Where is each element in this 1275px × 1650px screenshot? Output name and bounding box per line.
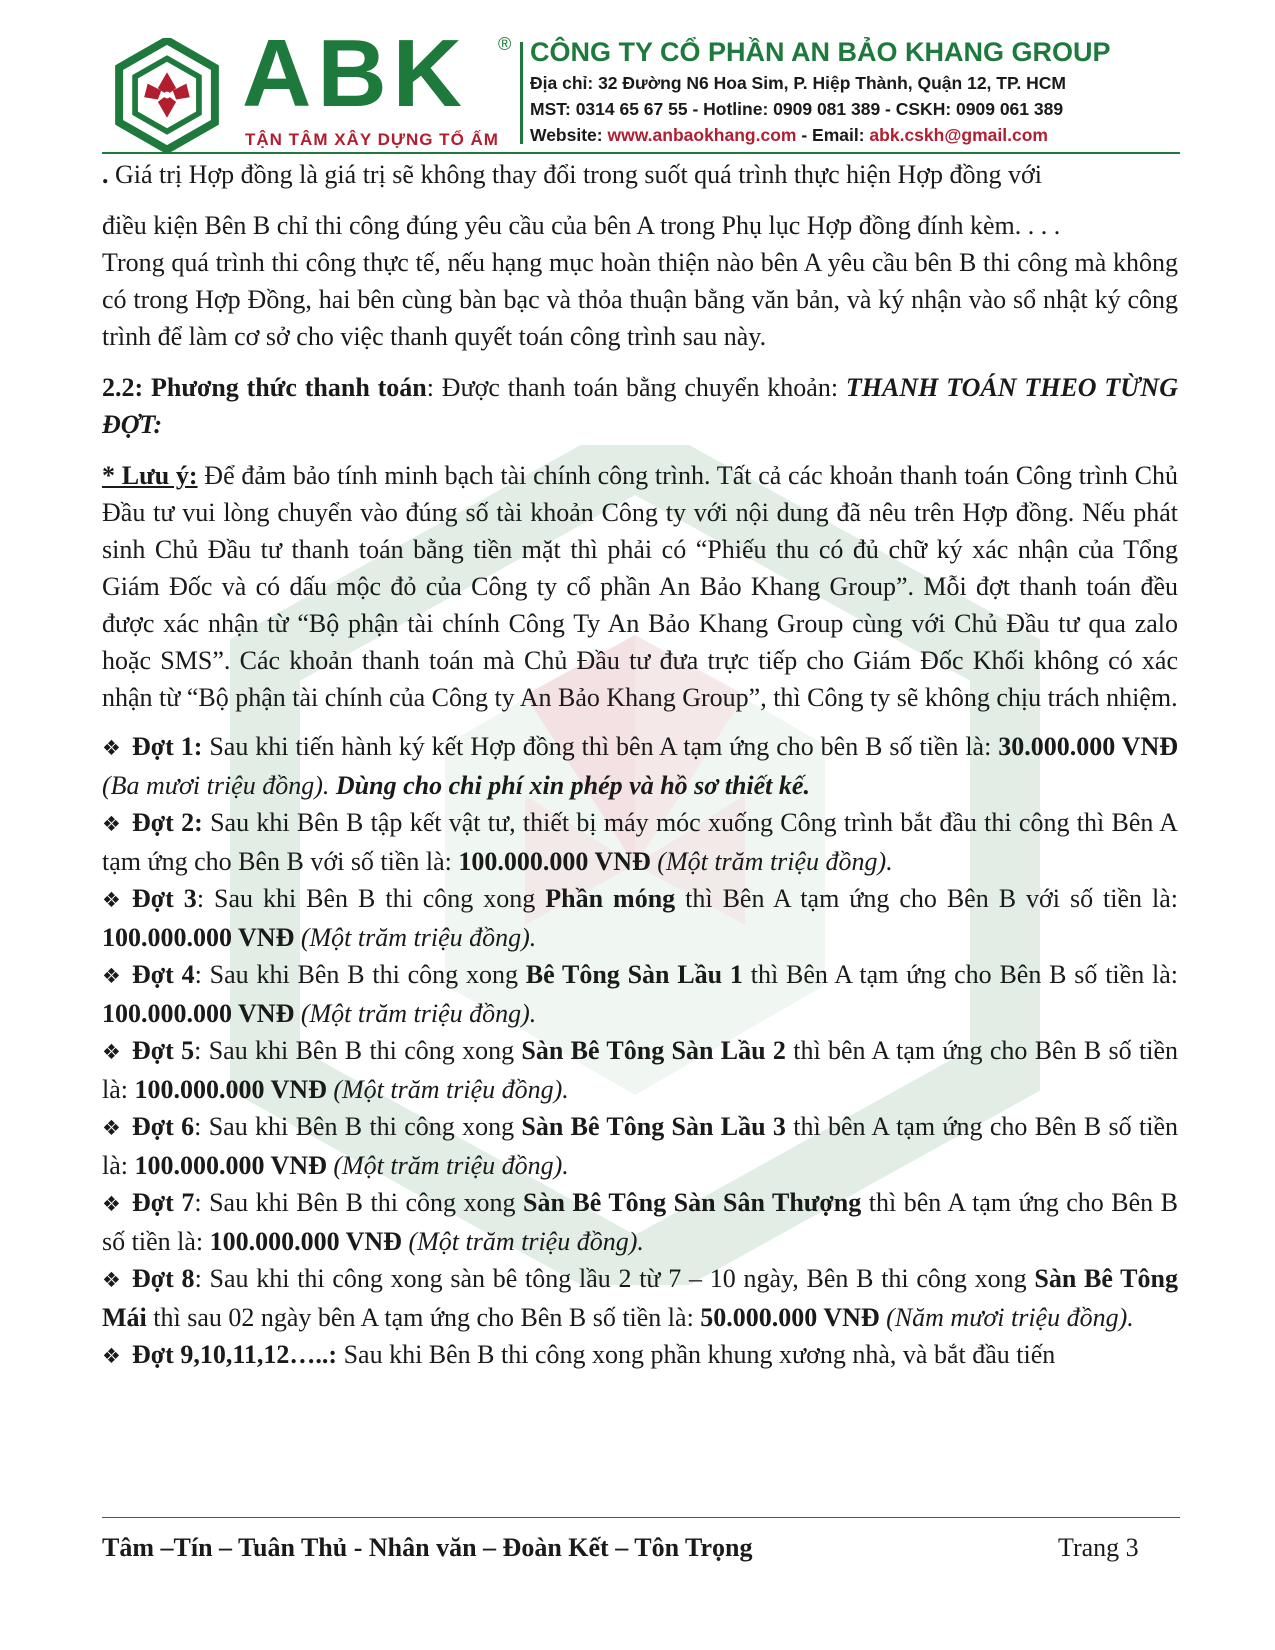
payment-phase-item [102, 880, 1178, 956]
diamond-bullet-icon: ❖ [102, 964, 121, 988]
payment-phase-item [102, 728, 1178, 804]
phase-milestone: Bê Tông Sàn Lầu 1 [525, 960, 743, 989]
page-number: Trang 3 [1058, 1533, 1139, 1562]
phase-text: : Sau khi Bên B thi công xong [194, 1112, 522, 1141]
phase-label: Đợt 7 [132, 1188, 195, 1217]
company-address: Địa chỉ: 32 Đường N6 Hoa Sim, P. Hiệp Thành, Quận 12, TP. HCM [530, 73, 1066, 93]
phase-label: Đợt 6 [132, 1112, 195, 1141]
registered-mark: ® [498, 34, 512, 54]
payment-method-heading: 2.2: Phương thức thanh toán: Được thanh toán bằng chuyển khoản: THANH TOÁN THEO TỪNG ĐỢT: [102, 373, 1178, 439]
phase-text: Sau khi tiến hành ký kết Hợp đồng thì bên A tạm ứng cho bên B số tiền là: [202, 732, 999, 761]
phase-milestone: Sàn Bê Tông Mái [102, 1264, 1178, 1332]
phase-text: thì bên A tạm ứng cho Bên B số tiền là: [102, 1188, 1178, 1256]
phase-amount-words: (Ba mươi triệu đồng). [102, 771, 330, 800]
email-link[interactable]: abk.cskh@gmail.com [869, 125, 1048, 145]
phase-text: thì sau 02 ngày bên A tạm ứng cho Bên B số tiền là: [146, 1303, 701, 1332]
payment-phase-item [102, 1108, 1178, 1184]
phase-text: : Sau khi thi công xong sàn bê tông lầu 2 từ 7 – 10 ngày, Bên B thi công xong [194, 1264, 1035, 1293]
company-contact: MST: 0314 65 67 55 - Hotline: 0909 081 389 - CSKH: 0909 061 389 [530, 99, 1064, 119]
diamond-bullet-icon: ❖ [102, 1040, 121, 1064]
footer-motto: Tâm –Tín – Tuân Thủ - Nhân văn – Đoàn Kết – Tôn Trọng [102, 1533, 753, 1562]
letterhead [102, 20, 1180, 152]
diamond-bullet-icon: ❖ [102, 888, 121, 912]
company-web-email [530, 122, 1180, 148]
phase-text: thì bên A tạm ứng cho Bên B số tiền là: [102, 1112, 1178, 1180]
phase-amount-words: (Năm mươi triệu đồng). [879, 1303, 1134, 1332]
contract-condition-paragraph: điều kiện Bên B chỉ thi công đúng yêu cầu của bên A trong Phụ lục Hợp đồng đính kèm. . . . [102, 211, 1061, 240]
phase-text: : Sau khi Bên B thi công xong [194, 960, 526, 989]
phase-text: thì bên A tạm ứng cho Bên B số tiền là: [102, 1036, 1178, 1104]
phase-milestone: Sàn Bê Tông Sàn Lầu 3 [521, 1112, 786, 1141]
phase-text: Sau khi Bên B thi công xong phần khung xương nhà, và bắt đầu tiến [337, 1340, 1056, 1369]
payment-phase-item [102, 1336, 1178, 1375]
diamond-bullet-icon: ❖ [102, 736, 121, 760]
phase-label: Đợt 8 [132, 1264, 195, 1293]
phase-milestone: Sàn Bê Tông Sàn Lầu 2 [521, 1036, 786, 1065]
phase-amount-words: (Một trăm triệu đồng). [294, 999, 537, 1028]
phase-milestone: Phần móng [545, 884, 676, 913]
company-name: CÔNG TY CỔ PHẦN AN BẢO KHANG GROUP [530, 37, 1111, 67]
website-link[interactable]: www.anbaokhang.com [607, 125, 797, 145]
payment-phase-item [102, 1260, 1178, 1336]
phase-amount-words: (Một trăm triệu đồng). [650, 847, 893, 876]
phase-text: : Sau khi Bên B thi công xong [196, 884, 546, 913]
payment-phase-item [102, 956, 1178, 1032]
phase-amount-words: (Một trăm triệu đồng). [294, 923, 537, 952]
contract-value-paragraph: . Giá trị Hợp đồng là giá trị sẽ không thay đổi trong suốt quá trình thực hiện Hợp đồng với [102, 160, 1042, 189]
brand-slogan: TẬN TÂM XÂY DỰNG TỔ ẤM [245, 130, 499, 149]
header-rule [102, 152, 1180, 154]
phase-amount: 100.000.000 VNĐ [134, 1151, 327, 1180]
phase-text: thì Bên A tạm ứng cho Bên B với số tiền là: [675, 884, 1178, 913]
phase-amount: 50.000.000 VNĐ [700, 1303, 880, 1332]
phase-amount: 100.000.000 VNĐ [102, 999, 295, 1028]
payment-phase-item [102, 804, 1178, 880]
header-divider [520, 42, 523, 144]
phase-text: thì Bên A tạm ứng cho Bên B số tiền là: [742, 960, 1178, 989]
diamond-bullet-icon: ❖ [102, 1116, 121, 1140]
payment-phase-list [102, 728, 1178, 1375]
diamond-bullet-icon: ❖ [102, 1268, 121, 1292]
phase-text: : Sau khi Bên B thi công xong [194, 1036, 522, 1065]
phase-milestone: Sàn Bê Tông Sàn Sân Thượng [523, 1188, 862, 1217]
phase-label: Đợt 5 [132, 1036, 195, 1065]
phase-amount: 100.000.000 VNĐ [102, 923, 295, 952]
phase-label: Đợt 4 [132, 960, 195, 989]
diamond-bullet-icon: ❖ [102, 1344, 121, 1368]
diamond-bullet-icon: ❖ [102, 1192, 121, 1216]
payment-phase-item [102, 1184, 1178, 1260]
phase-label: Đợt 9,10,11,12…..: [132, 1340, 338, 1369]
payment-note-paragraph: * Lưu ý: Để đảm bảo tính minh bạch tài chính công trình. Tất cả các khoản thanh toán Công trình Chủ Đầu tư vui lòng chuyển vào đúng số tài khoản Công ty với nội dung đã nêu trên Hợp đồng. Nếu phát sinh Chủ Đầu tư thanh toán bằng tiền mặt thì phải có “Phiếu thu có đủ chữ ký xác nhận của Tổng Giám Đốc và có dấu mộc đỏ của Công ty cổ phần An Bảo Khang Group”. Mỗi đợt thanh toán đều được xác nhận từ “Bộ phận tài chính Công Ty An Bảo Khang Group cùng với Chủ Đầu tư qua zalo hoặc SMS”. Các khoản thanh toán mà Chủ Đầu tư đưa trực tiếp cho Giám Đốc Khối không có xác nhận từ “Bộ phận tài chính của Công ty An Bảo Khang Group”, thì Công ty sẽ không chịu trách nhiệm. [102, 461, 1178, 712]
phase-amount: 100.000.000 VNĐ [458, 847, 651, 876]
website-label: Website: [530, 125, 603, 145]
phase-text: Sau khi Bên B tập kết vật tư, thiết bị máy móc xuống Công trình bắt đầu thi công thì Bên A tạm ứng cho Bên B với số tiền là: [102, 808, 1178, 876]
phase-amount: 100.000.000 VNĐ [134, 1075, 327, 1104]
abk-logo-icon [110, 38, 224, 152]
phase-amount: 30.000.000 VNĐ [998, 732, 1178, 761]
phase-label: Đợt 1: [132, 732, 203, 761]
phase-amount-words: (Một trăm triệu đồng). [401, 1227, 644, 1256]
brand-wordmark: ABK [242, 20, 468, 127]
diamond-bullet-icon: ❖ [102, 812, 121, 836]
footer-rule [102, 1517, 1180, 1518]
phase-amount-words: (Một trăm triệu đồng). [326, 1075, 569, 1104]
phase-amount: 100.000.000 VNĐ [209, 1227, 402, 1256]
phase-label: Đợt 2: [132, 808, 203, 837]
document-body [102, 156, 1178, 1375]
additional-work-paragraph: Trong quá trình thi công thực tế, nếu hạng mục hoàn thiện nào bên A yêu cầu bên B thi công mà không có trong Hợp Đồng, hai bên cùng bàn bạc và thỏa thuận bằng văn bản, và ký nhận vào sổ nhật ký công trình để làm cơ sở cho việc thanh quyết toán công trình sau này. [102, 248, 1178, 351]
payment-phase-item [102, 1032, 1178, 1108]
phase-amount-words: (Một trăm triệu đồng). [326, 1151, 569, 1180]
phase-label: Đợt 3 [132, 884, 197, 913]
company-info [530, 34, 1180, 148]
phase-note: Dùng cho chi phí xin phép và hồ sơ thiết kế. [329, 771, 810, 800]
email-label: - Email: [801, 125, 865, 145]
phase-text: : Sau khi Bên B thi công xong [194, 1188, 523, 1217]
